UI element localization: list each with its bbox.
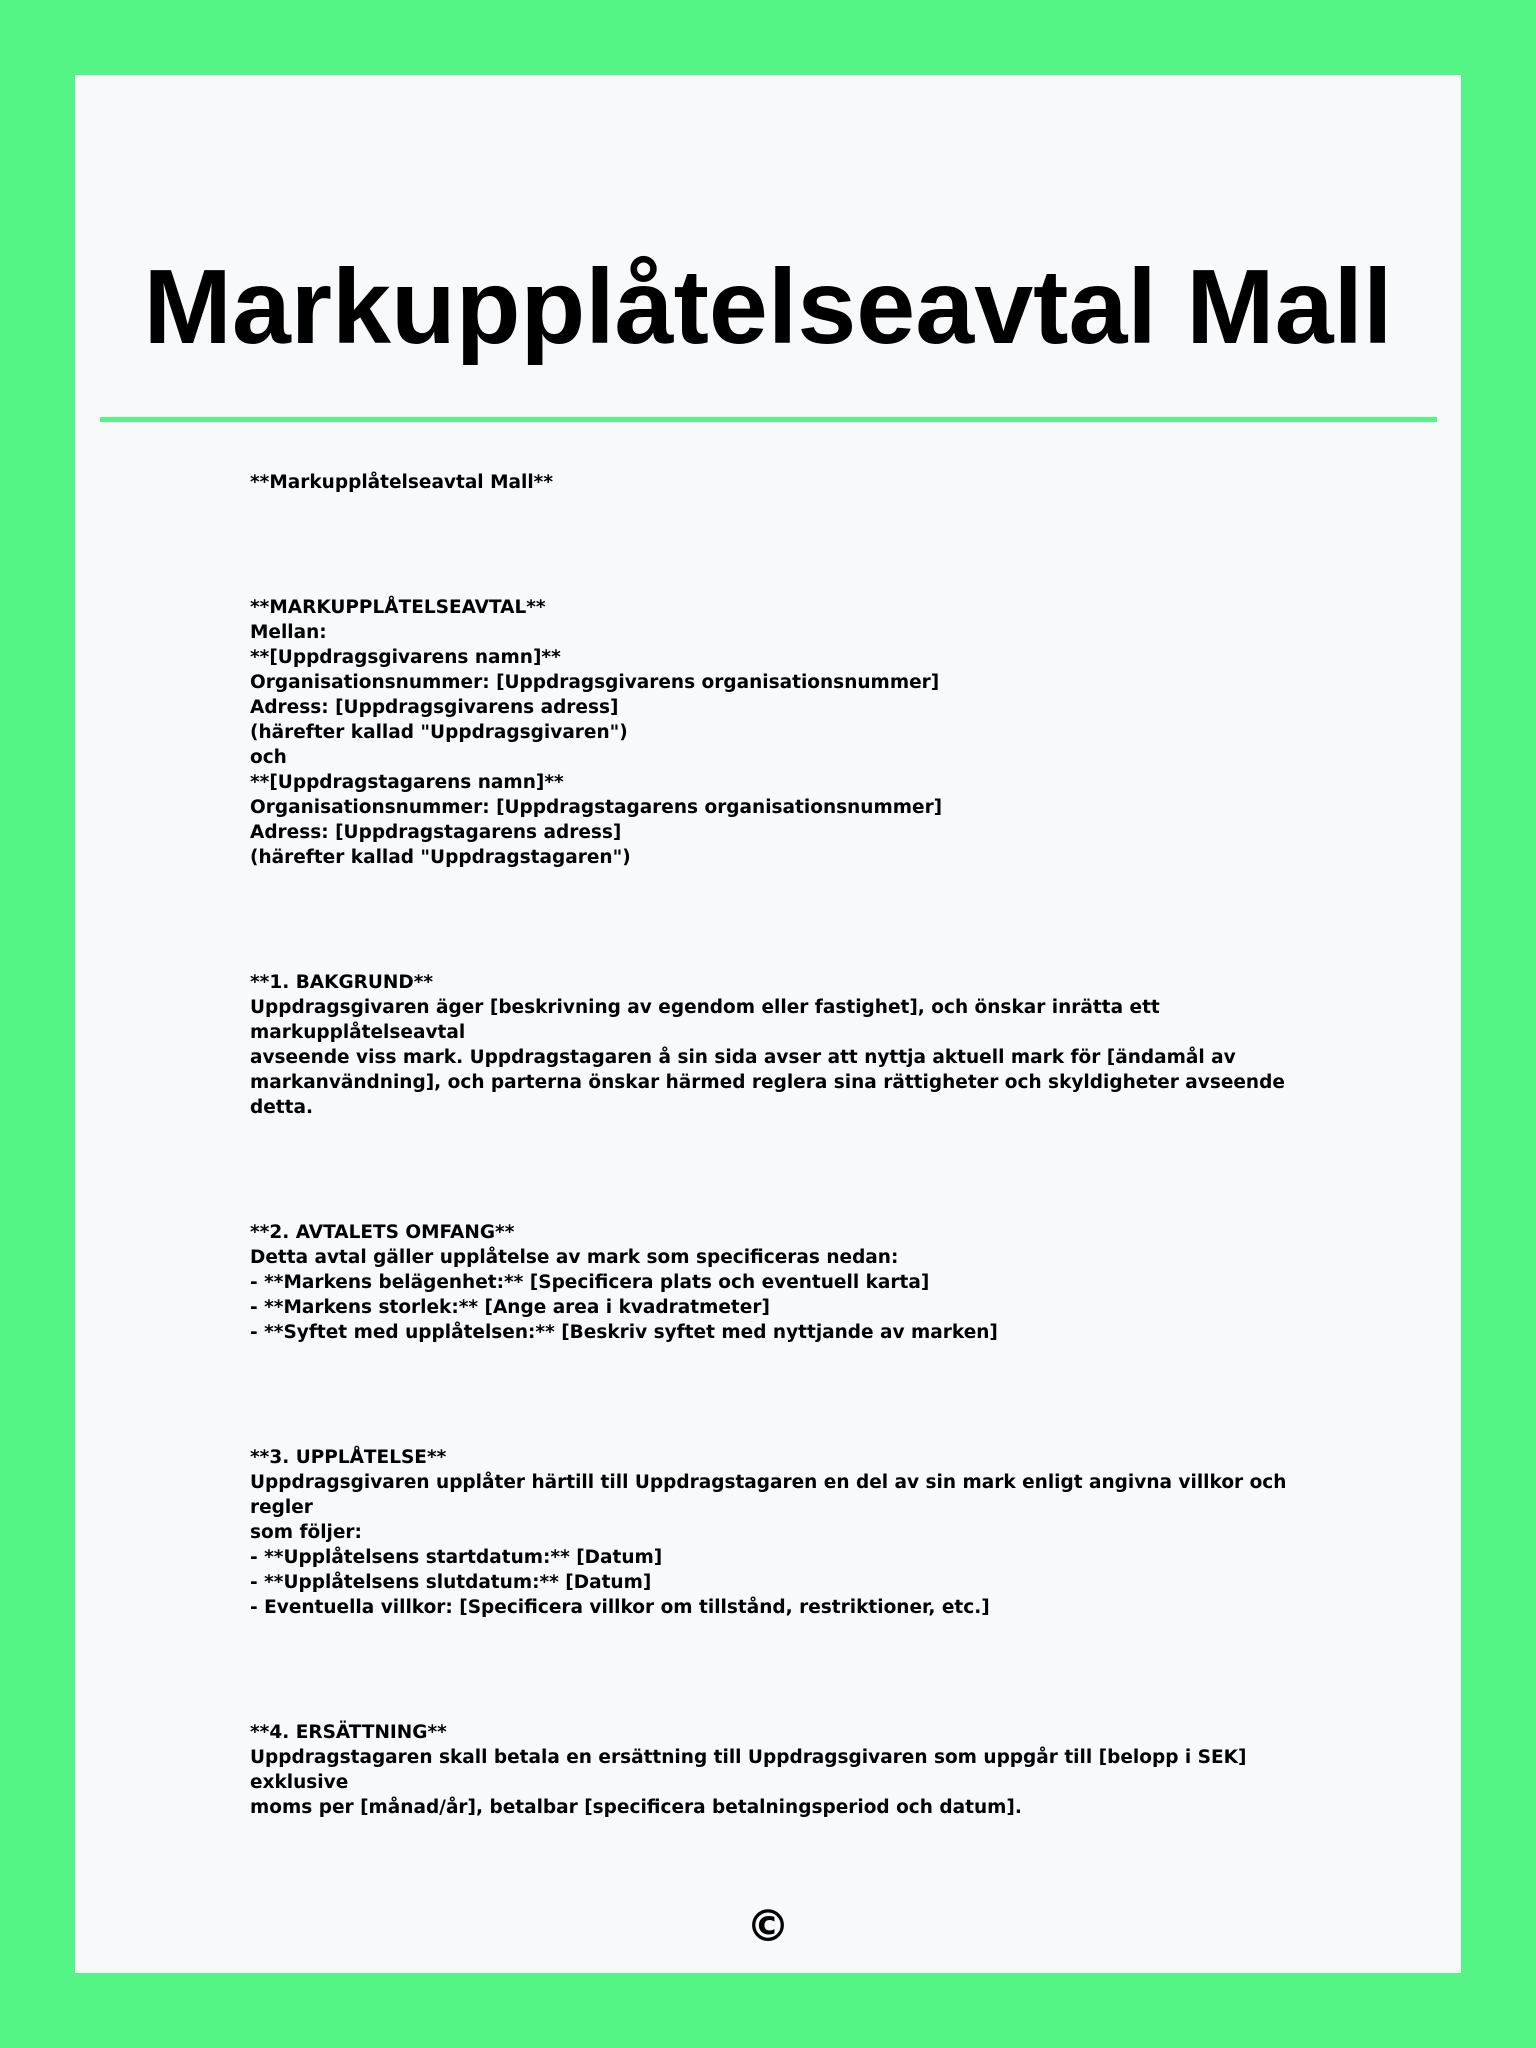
parties-line: **[Uppdragstagarens namn]** [250,772,564,793]
section-line: - **Upplåtelsens startdatum:** [Datum] [250,1547,663,1568]
section-line: - **Markens storlek:** [Ange area i kvadratmeter] [250,1297,770,1318]
section-upplatelse [250,1445,1290,1620]
section-line: som följer: [250,1522,362,1543]
section-line: Detta avtal gäller upplåtelse av mark som specificeras nedan: [250,1247,899,1268]
section-bakgrund [250,970,1290,1120]
parties-line: Organisationsnummer: [Uppdragsgivarens organisationsnummer] [250,672,940,693]
parties-line: Adress: [Uppdragstagarens adress] [250,822,622,843]
document-title: Markupplåtelseavtal Mall [143,248,1393,366]
parties-line: Mellan: [250,622,327,643]
parties-line: Organisationsnummer: [Uppdragstagarens organisationsnummer] [250,797,943,818]
section-avtalets-omfang [250,1220,1290,1345]
section-line: - **Syftet med upplåtelsen:** [Beskriv syftet med nyttjande av marken] [250,1322,998,1343]
section-line: - **Upplåtelsens slutdatum:** [Datum] [250,1572,652,1593]
section-line: avseende viss mark. Uppdragstagaren å sin sida avser att nyttja aktuell mark för [ändamål av [250,1047,1236,1068]
title-divider [100,417,1437,422]
document-heading: **Markupplåtelseavtal Mall** [250,472,554,493]
parties-line: (härefter kallad "Uppdragstagaren") [250,847,631,868]
parties-line: och [250,747,287,768]
section-line: Uppdragsgivaren upplåter härtill till Uppdragstagaren en del av sin mark enligt angivna villkor och regler [250,1472,1287,1518]
section-heading: **4. ERSÄTTNING** [250,1722,447,1743]
parties-heading: **MARKUPPLÅTELSEAVTAL** [250,597,546,618]
section-line: Uppdragsgivaren äger [beskrivning av egendom eller fastighet], och önskar inrätta ett markupplåtelseavtal [250,997,1160,1043]
parties-line: Adress: [Uppdragsgivarens adress] [250,697,619,718]
section-ersattning [250,1720,1290,1820]
document-body [250,470,1290,1820]
section-heading: **1. BAKGRUND** [250,972,434,993]
section-heading: **2. AVTALETS OMFANG** [250,1222,515,1243]
section-line: - Eventuella villkor: [Specificera villkor om tillstånd, restriktioner, etc.] [250,1597,990,1618]
section-line: - **Markens belägenhet:** [Specificera plats och eventuell karta] [250,1272,930,1293]
section-line: Uppdragstagaren skall betala en ersättning till Uppdragsgivaren som uppgår till [belopp i SEK] exklusive [250,1747,1247,1793]
copyright-symbol: © [746,1901,790,1952]
section-line: moms per [månad/år], betalbar [specificera betalningsperiod och datum]. [250,1797,1022,1818]
section-line: markanvändning], och parterna önskar härmed reglera sina rättigheter och skyldigheter avseende detta. [250,1072,1285,1118]
section-heading: **3. UPPLÅTELSE** [250,1447,447,1468]
parties-section [250,595,1290,870]
parties-line: (härefter kallad "Uppdragsgivaren") [250,722,628,743]
parties-line: **[Uppdragsgivarens namn]** [250,647,561,668]
